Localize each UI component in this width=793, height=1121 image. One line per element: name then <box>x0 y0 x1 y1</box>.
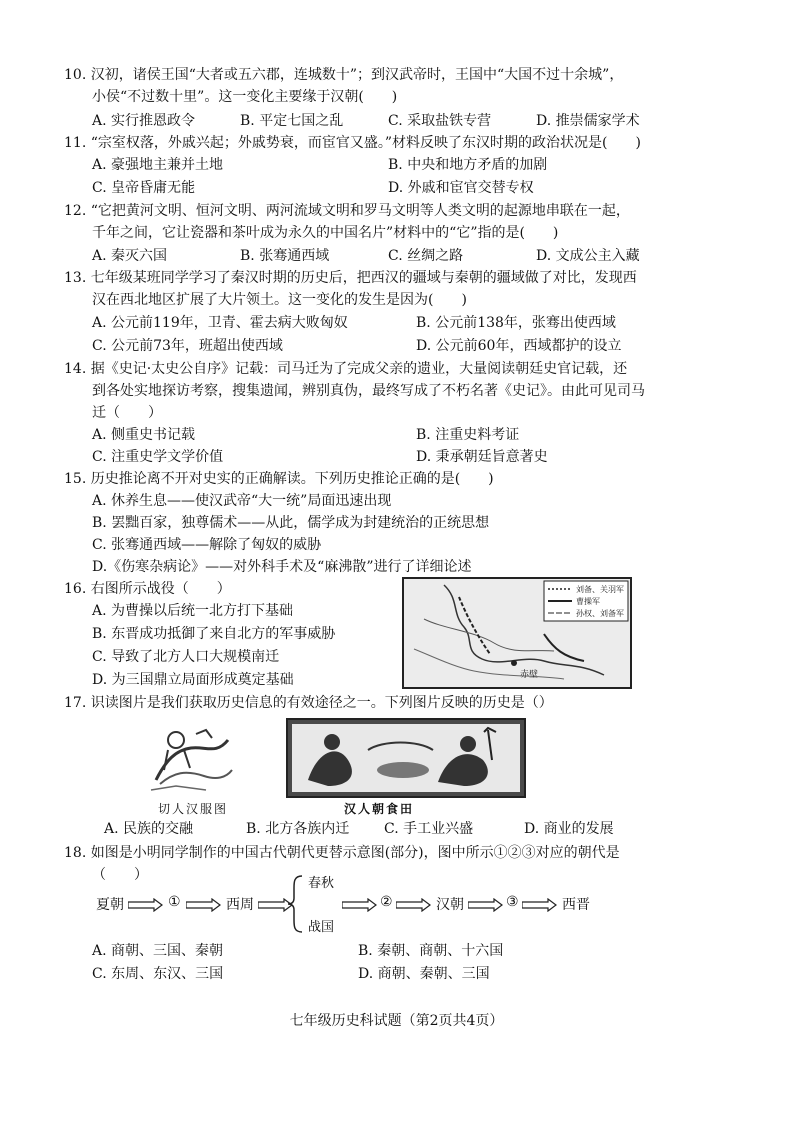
flow-xizhou: 西周 <box>226 897 254 913</box>
q12-option-a[interactable]: A. 秦灭六国 <box>92 248 168 264</box>
q17-stem-1: 17. 识读图片是我们获取历史信息的有效途径之一。下列图片反映的历史是（） <box>64 695 553 711</box>
q12-stem-1: 12. “它把黄河文明、恒河文明、两河流域文明和罗马文明等人类文明的起源地串联在一起， <box>64 203 630 219</box>
q13-option-c[interactable]: C. 公元前73年，班超出使西域 <box>92 338 283 354</box>
q14-stem-1: 14. 据《史记·太史公自序》记载：司马迁为了完成父亲的遗业，大量阅读朝廷史官记载，还 <box>64 361 628 377</box>
legend-label-2: 曹操军 <box>576 597 600 606</box>
map-label-chibi: 赤壁 <box>520 670 539 680</box>
q13-stem-1: 13. 七年级某班同学学习了秦汉时期的历史后，把西汉的疆域与秦朝的疆域做了对比，发现西 <box>64 270 637 286</box>
legend-label-1: 刘备、关羽军 <box>576 585 624 594</box>
flow-zhanguo: 战国 <box>308 920 335 935</box>
q10-stem-1: 10. 汉初，诸侯王国“大者或五六郡，连城数十”；到汉武帝时，王国中“大国不过十余城”， <box>64 67 624 83</box>
q16-stem-1: 16. 右图所示战役（ ） <box>64 581 231 597</box>
q13-option-a[interactable]: A. 公元前119年，卫青、霍去病大败匈奴 <box>92 315 348 331</box>
q16-option-d[interactable]: D. 为三国鼎立局面形成奠定基础 <box>92 672 294 688</box>
q18-stem-2: （ ） <box>92 867 148 883</box>
q18-option-d[interactable]: D. 商朝、秦朝、三国 <box>358 966 490 982</box>
q13-option-b[interactable]: B. 公元前138年，张骞出使西域 <box>416 315 616 331</box>
q10-option-d[interactable]: D. 推崇儒家学术 <box>536 113 640 129</box>
q18-option-c[interactable]: C. 东周、东汉、三国 <box>92 966 224 982</box>
q10-stem-2: 小侯“不过数十里”。这一变化主要缘于汉朝( ) <box>92 89 398 105</box>
flow-xijin: 西晋 <box>562 897 590 913</box>
flow-xia: 夏朝 <box>96 897 124 913</box>
q16-option-c[interactable]: C. 导致了北方人口大规模南迁 <box>92 649 280 665</box>
q17-option-b[interactable]: B. 北方各族内迁 <box>246 821 350 837</box>
picture-2 <box>286 718 526 798</box>
picture-1-caption: 切人汉服图 <box>158 802 229 816</box>
q14-option-a[interactable]: A. 侧重史书记载 <box>92 427 196 443</box>
q13-option-d[interactable]: D. 公元前60年，西域都护的设立 <box>416 338 622 354</box>
q15-option-b[interactable]: B. 罢黜百家，独尊儒术——从此，儒学成为封建统治的正统思想 <box>92 515 490 531</box>
q11-option-d[interactable]: D. 外戚和宦官交替专权 <box>388 180 534 196</box>
arrow-icon <box>522 898 558 912</box>
arrow-icon <box>186 898 222 912</box>
arrow-icon <box>128 898 164 912</box>
q10-option-b[interactable]: B. 平定七国之乱 <box>240 113 344 129</box>
battle-map-drawing <box>404 579 630 687</box>
q18-option-b[interactable]: B. 秦朝、商朝、十六国 <box>358 943 504 959</box>
q17-option-a[interactable]: A. 民族的交融 <box>104 821 194 837</box>
q11-stem-1: 11. “宗室权落，外戚兴起；外戚势衰，而宦官又盛。”材料反映了东汉时期的政治状况是( ) <box>64 135 641 151</box>
q11-option-c[interactable]: C. 皇帝昏庸无能 <box>92 180 196 196</box>
picture-2-drawing <box>288 720 524 796</box>
q18-option-a[interactable]: A. 商朝、三国、秦朝 <box>92 943 224 959</box>
q13-stem-2: 汉在西北地区扩展了大片领土。这一变化的发生是因为( ) <box>92 292 467 308</box>
flow-hanchao: 汉朝 <box>436 897 464 913</box>
q12-stem-2: 千年之间，它让瓷器和茶叶成为永久的中国名片”材料中的“它”指的是( ) <box>92 225 559 241</box>
page-footer: 七年级历史科试题（第2页共4页） <box>289 1013 504 1029</box>
arrow-icon <box>468 898 504 912</box>
q11-option-a[interactable]: A. 豪强地主兼并土地 <box>92 157 224 173</box>
q12-option-c[interactable]: C. 丝绸之路 <box>388 248 464 264</box>
q14-stem-3: 迁（ ） <box>92 405 162 421</box>
q16-option-b[interactable]: B. 东晋成功抵御了来自北方的军事威胁 <box>92 626 336 642</box>
q12-option-d[interactable]: D. 文成公主入藏 <box>536 248 640 264</box>
flow-n1: ① <box>168 894 181 910</box>
picture-1-drawing <box>146 720 238 794</box>
q17-option-c[interactable]: C. 手工业兴盛 <box>384 821 474 837</box>
q14-option-b[interactable]: B. 注重史料考证 <box>416 427 520 443</box>
arrow-icon <box>342 898 378 912</box>
q14-option-d[interactable]: D. 秉承朝廷旨意著史 <box>416 449 548 465</box>
flow-n2: ② <box>380 894 393 910</box>
legend-label-3: 孙权、刘备军 <box>576 609 624 618</box>
q16-option-a[interactable]: A. 为曹操以后统一北方打下基础 <box>92 603 294 619</box>
battle-map <box>402 577 632 689</box>
q15-option-c[interactable]: C. 张骞通西域——解除了匈奴的威胁 <box>92 537 322 553</box>
q15-option-d[interactable]: D.《伤寒杂病论》——对外科手术及“麻沸散”进行了详细论述 <box>92 559 472 575</box>
picture-1 <box>146 720 238 794</box>
q14-option-c[interactable]: C. 注重史学文学价值 <box>92 449 224 465</box>
flow-n3: ③ <box>506 894 519 910</box>
q15-stem-1: 15. 历史推论离不开对史实的正确解读。下列历史推论正确的是( ) <box>64 471 494 487</box>
q15-option-a[interactable]: A. 休养生息——使汉武帝“大一统”局面迅速出现 <box>92 493 392 509</box>
flow-chunqiu: 春秋 <box>308 876 335 891</box>
dynasty-flow-diagram <box>96 872 616 936</box>
q10-option-c[interactable]: C. 采取盐铁专营 <box>388 113 492 129</box>
q18-stem-1: 18. 如图是小明同学制作的中国古代朝代更替示意图(部分)，图中所示①②③对应的朝代是 <box>64 845 620 861</box>
arrow-icon <box>396 898 432 912</box>
q10-option-a[interactable]: A. 实行推恩政令 <box>92 113 196 129</box>
q14-stem-2: 到各处实地探访考察，搜集遗闻，辨别真伪，最终写成了不朽名著《史记》。由此可见司马 <box>92 383 645 399</box>
q17-option-d[interactable]: D. 商业的发展 <box>524 821 614 837</box>
brace-icon <box>286 874 306 934</box>
q12-option-b[interactable]: B. 张骞通西域 <box>240 248 330 264</box>
q11-option-b[interactable]: B. 中央和地方矛盾的加剧 <box>388 157 548 173</box>
picture-2-caption: 汉人朝食田 <box>344 802 415 816</box>
